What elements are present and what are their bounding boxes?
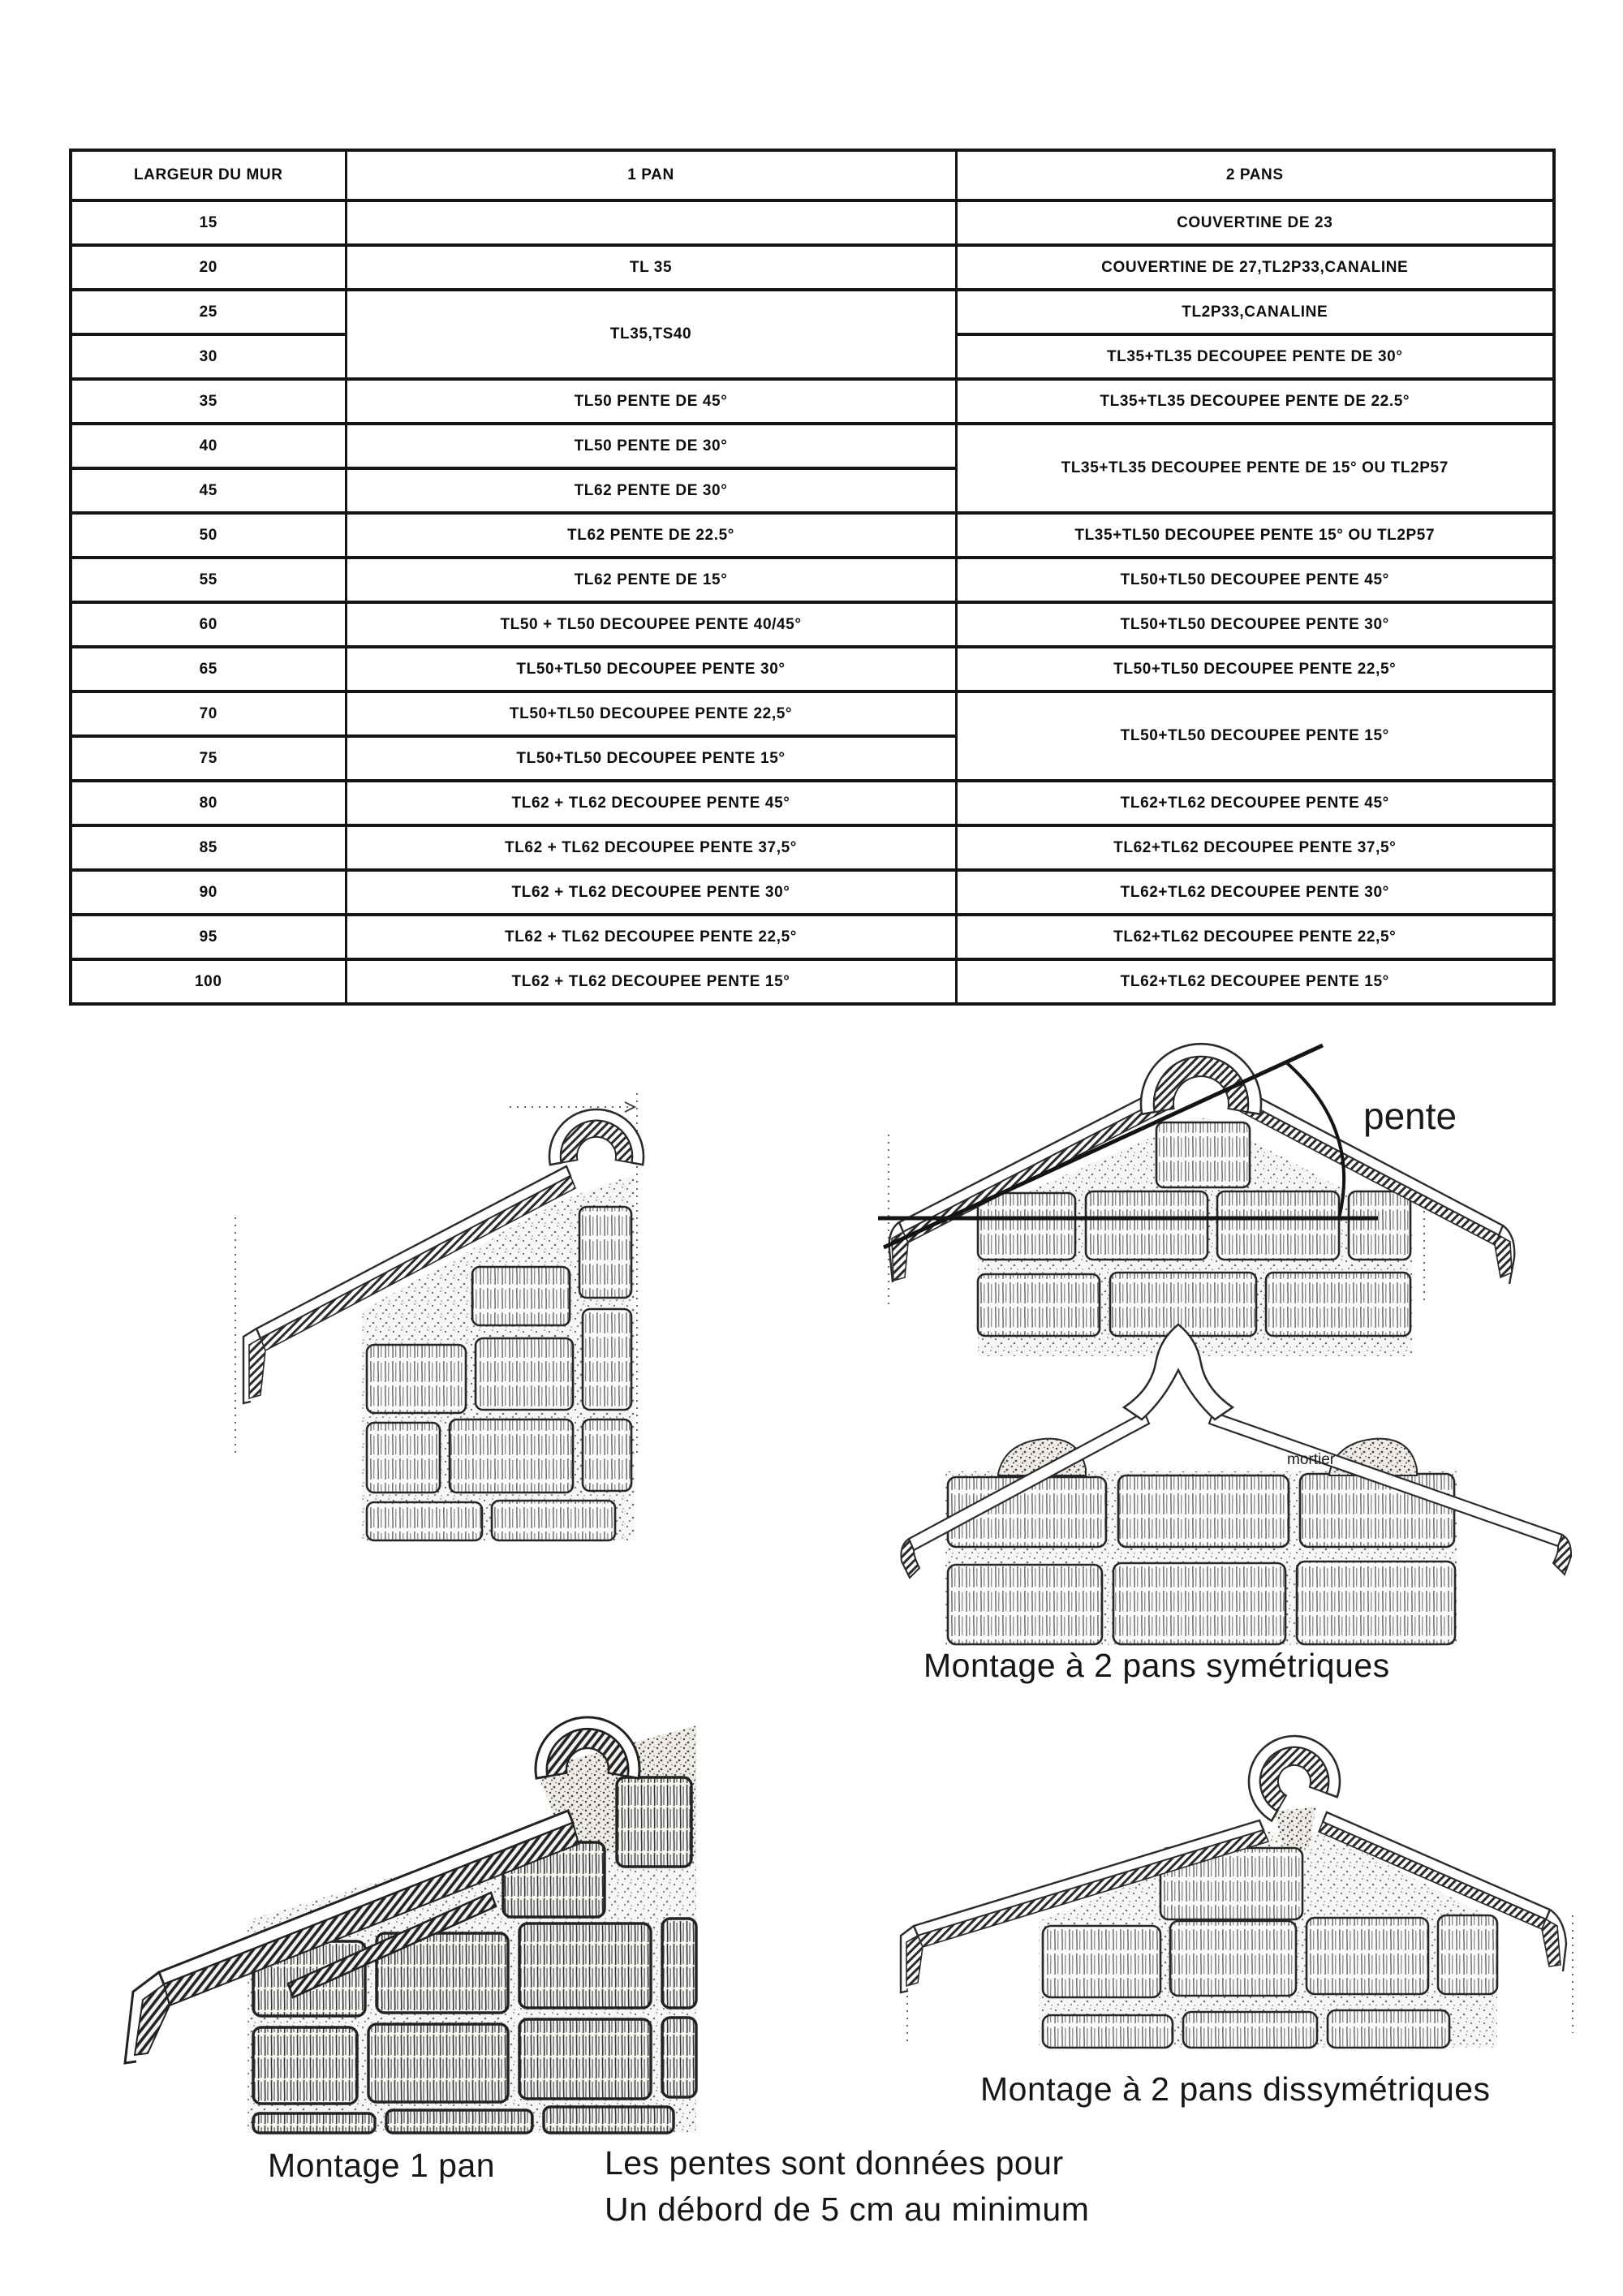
table-row (71, 558, 1554, 602)
table-row (71, 870, 1554, 915)
table-cell-mur: 90 (71, 870, 346, 915)
figure-1pan-large (49, 1648, 714, 2134)
table-cell-pan1: TL50+TL50 DECOUPEE PENTE 15° (346, 736, 956, 781)
table-cell-mur: 95 (71, 915, 346, 959)
ridge-cap (549, 1109, 644, 1165)
table-cell-pan2: TL35+TL35 DECOUPEE PENTE DE 22.5° (956, 379, 1554, 424)
drip-edge (1542, 1919, 1561, 1966)
table-row (71, 691, 1554, 736)
brick-wall (1039, 1807, 1497, 2048)
figure-2pans-dissym (885, 1708, 1599, 2049)
brick-wall (362, 1174, 635, 1540)
table-cell-pan2-merged: TL50+TL50 DECOUPEE PENTE 15° (956, 691, 1554, 781)
table-cell-mur: 70 (71, 691, 346, 736)
table-cell-mur: 80 (71, 781, 346, 825)
table-row (71, 959, 1554, 1004)
table-cell-pan2: TL2P33,CANALINE (956, 290, 1554, 334)
caption-montage-2-pans-symetriques: Montage à 2 pans symétriques (923, 1647, 1390, 1684)
table-cell-pan1: TL62 + TL62 DECOUPEE PENTE 15° (346, 959, 956, 1004)
pente-label: pente (1363, 1095, 1457, 1137)
table-row (71, 781, 1554, 825)
table-cell-pan2: TL35+TL50 DECOUPEE PENTE 15° OU TL2P57 (956, 513, 1554, 558)
table-cell-pan1: TL50 + TL50 DECOUPEE PENTE 40/45° (346, 602, 956, 647)
table-cell-mur: 60 (71, 602, 346, 647)
figure-2pans-pente (876, 1037, 1591, 1358)
table-cell-pan1: TL 35 (346, 245, 956, 290)
brick-wall (945, 1471, 1457, 1646)
table-cell-mur: 65 (71, 647, 346, 691)
table-cell-pan1: TL62 PENTE DE 22.5° (346, 513, 956, 558)
table-cell-pan1: TL62 + TL62 DECOUPEE PENTE 45° (346, 781, 956, 825)
table-row (71, 513, 1554, 558)
table-cell-pan1: TL50+TL50 DECOUPEE PENTE 30° (346, 647, 956, 691)
table-cell-pan2: TL62+TL62 DECOUPEE PENTE 22,5° (956, 915, 1554, 959)
table-cell-mur: 40 (71, 424, 346, 468)
figure-1pan-small (105, 1043, 706, 1542)
table-row (71, 290, 1554, 334)
table-cell-pan1: TL62 + TL62 DECOUPEE PENTE 37,5° (346, 825, 956, 870)
table-cell-mur: 30 (71, 334, 346, 379)
table-cell-pan1: TL62 PENTE DE 15° (346, 558, 956, 602)
figure-2pans-mortier (876, 1321, 1591, 1646)
table-cell-mur: 45 (71, 468, 346, 513)
note-pentes-line2: Un débord de 5 cm au minimum (605, 2190, 1090, 2228)
table-row (71, 825, 1554, 870)
table-cell-pan1: TL50 PENTE DE 30° (346, 424, 956, 468)
table-cell-pan2: TL35+TL35 DECOUPEE PENTE DE 30° (956, 334, 1554, 379)
table-row (71, 647, 1554, 691)
table-header-row (71, 150, 1554, 200)
drip-edge (1495, 1235, 1512, 1277)
ridge-cap (1124, 1325, 1233, 1419)
drip-edge (135, 1984, 170, 2055)
caption-montage-1-pan: Montage 1 pan (268, 2147, 496, 2184)
table-row (71, 424, 1554, 468)
table-cell-mur: 50 (71, 513, 346, 558)
table-cell-mur: 85 (71, 825, 346, 870)
table-row (71, 602, 1554, 647)
ridge-cap (1141, 1044, 1261, 1114)
table-row (71, 200, 1554, 245)
table-cell-pan1: TL50+TL50 DECOUPEE PENTE 22,5° (346, 691, 956, 736)
table-cell-pan1: TL62 + TL62 DECOUPEE PENTE 30° (346, 870, 956, 915)
table-cell-pan1 (346, 200, 956, 245)
table-cell-pan2: TL62+TL62 DECOUPEE PENTE 37,5° (956, 825, 1554, 870)
table-cell-pan2: TL62+TL62 DECOUPEE PENTE 45° (956, 781, 1554, 825)
drip-edge (906, 1936, 923, 1986)
table-cell-pan1: TL62 + TL62 DECOUPEE PENTE 22,5° (346, 915, 956, 959)
table-row (71, 245, 1554, 290)
table-cell-pan2: TL62+TL62 DECOUPEE PENTE 30° (956, 870, 1554, 915)
table-cell-pan1: TL50 PENTE DE 45° (346, 379, 956, 424)
coping-selection-table (69, 149, 1556, 1006)
table-cell-mur: 75 (71, 736, 346, 781)
table-cell-pan2: COUVERTINE DE 27,TL2P33,CANALINE (956, 245, 1554, 290)
table-cell-pan2: COUVERTINE DE 23 (956, 200, 1554, 245)
table-cell-pan2: TL50+TL50 DECOUPEE PENTE 22,5° (956, 647, 1554, 691)
table-cell-pan2: TL50+TL50 DECOUPEE PENTE 30° (956, 602, 1554, 647)
table-row (71, 379, 1554, 424)
table-row (71, 915, 1554, 959)
table-cell-pan1: TL62 PENTE DE 30° (346, 468, 956, 513)
table-cell-mur: 15 (71, 200, 346, 245)
table-cell-mur: 20 (71, 245, 346, 290)
caption-montage-2-pans-dissymetriques: Montage à 2 pans dissymétriques (980, 2070, 1491, 2108)
header-largeur-du-mur: LARGEUR DU MUR (71, 150, 346, 200)
header-2-pans: 2 PANS (956, 150, 1554, 200)
table-cell-pan2-merged: TL35+TL35 DECOUPEE PENTE DE 15° OU TL2P57 (956, 424, 1554, 513)
table-cell-mur: 35 (71, 379, 346, 424)
table-cell-mur: 55 (71, 558, 346, 602)
header-1-pan: 1 PAN (346, 150, 956, 200)
table-cell-mur: 25 (71, 290, 346, 334)
table-cell-pan2: TL62+TL62 DECOUPEE PENTE 15° (956, 959, 1554, 1004)
table-cell-mur: 100 (71, 959, 346, 1004)
note-pentes-line1: Les pentes sont données pour (605, 2144, 1064, 2182)
table-cell-pan1-merged: TL35,TS40 (346, 290, 956, 379)
table-cell-pan2: TL50+TL50 DECOUPEE PENTE 45° (956, 558, 1554, 602)
ridge-cap (1249, 1736, 1340, 1821)
mortier-label: mortier (1287, 1451, 1336, 1468)
